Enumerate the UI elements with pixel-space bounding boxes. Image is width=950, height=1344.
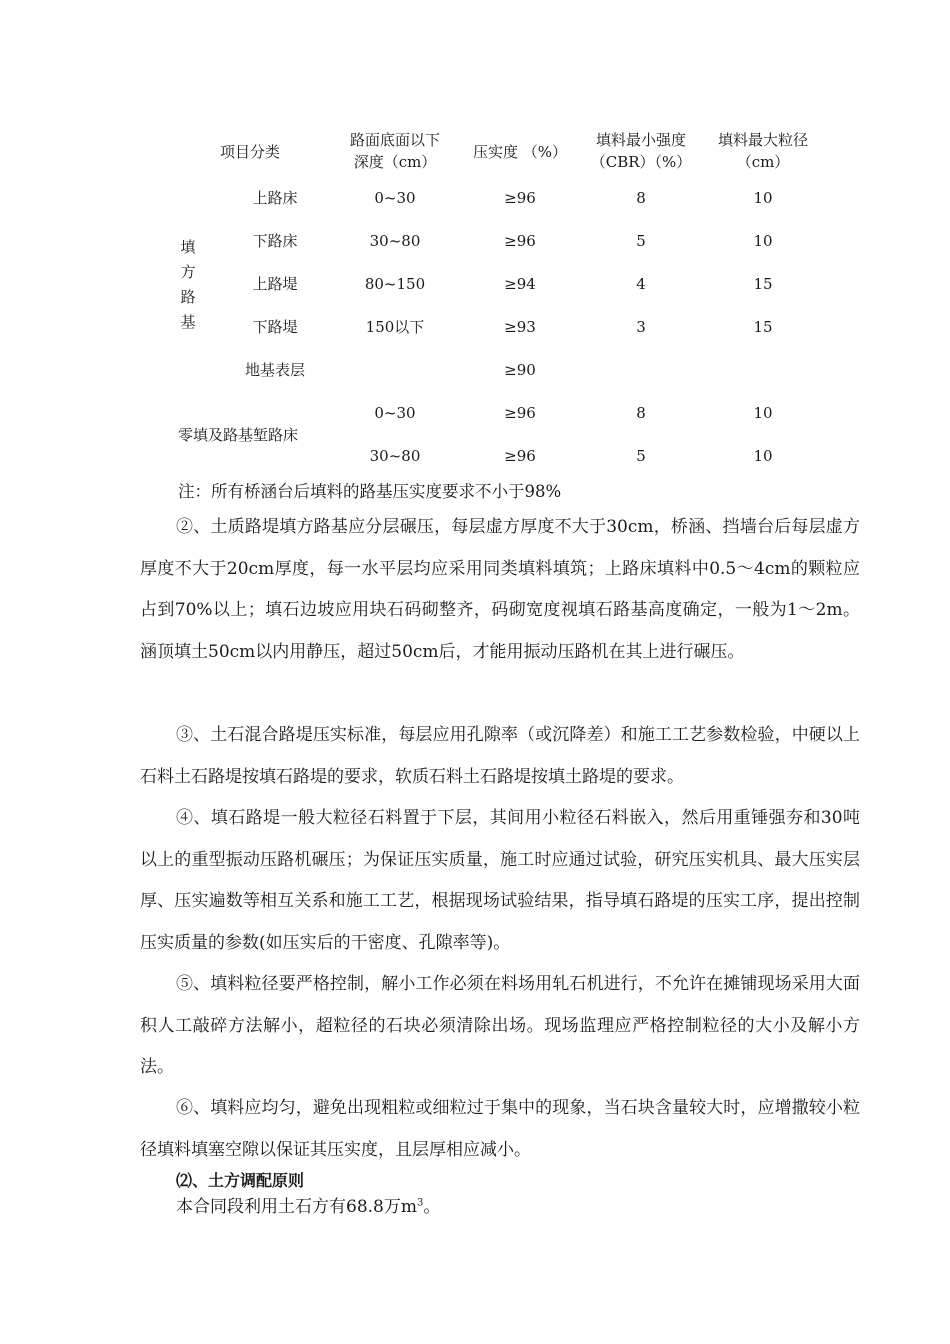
table-row-compaction: ≥96 — [504, 232, 536, 250]
table-row-size: 10 — [753, 447, 773, 465]
table-row-compaction: ≥93 — [504, 318, 536, 336]
header-size-line1: 填料最大粒径 — [717, 131, 808, 149]
table-row-depth: 0~30 — [374, 404, 416, 422]
table-row-cbr: 3 — [636, 318, 646, 336]
header-size-line2: （cm） — [736, 153, 790, 171]
table-row-cbr: 4 — [636, 275, 646, 293]
table-row-cbr: 5 — [636, 232, 646, 250]
table-row-name: 上路床 — [252, 189, 298, 207]
header-depth-line2: 深度（cm） — [353, 153, 437, 171]
table-row-size: 10 — [753, 189, 773, 207]
table-row-depth: 30~80 — [369, 447, 421, 465]
table-row-compaction: ≥94 — [504, 275, 536, 293]
group-label-fill: 填 方 路 基 — [180, 238, 196, 331]
header-category: 项目分类 — [219, 143, 280, 161]
table-row-name: 下路床 — [252, 232, 298, 250]
header-strength-line1: 填料最小强度 — [595, 131, 686, 149]
paragraph-2: ②、土质路堤填方路基应分层碾压，每层虚方厚度不大于30cm，桥涵、挡墙台后每层虚方厚度不大于20cm厚度，每一水平层均应采用同类填料填筑；上路床填料中0.5～4cm的颗粒应占到70%以上；填石边坡应用块石码砌整齐，码砌宽度视填石路基高度确定，一般为1～2m。涵顶填土50cm以内用静压，超过50cm后，才能用振动压路机在其上进行碾压。 — [140, 517, 860, 662]
group-label-zero: 零填及路基堑路床 — [178, 426, 299, 444]
header-compaction: 压实度 （%） — [472, 143, 568, 161]
table-row-depth: 0~30 — [374, 189, 416, 207]
header-strength-line2: （CBR）（%） — [590, 153, 692, 171]
paragraph-6: ⑥、填料应均匀，避免出现粗粒或细粒过于集中的现象，当石块含量较大时，应增撒较小粒径填料填塞空隙以保证其压实度，且层厚相应减小。 — [140, 1098, 860, 1160]
table-row-compaction: ≥96 — [504, 447, 536, 465]
paragraph-4: ④、填石路堤一般大粒径石料置于下层，其间用小粒径石料嵌入，然后用重锤强夯和30吨以上的重型振动压路机碾压；为保证压实质量，施工时应通过试验，研究压实机具、最大压实层厚、压实遍数等相互关系和施工工艺，根据现场试验结果，指导填石路堤的压实工序，提出控制压实质量的参数(如压实后的干密度、孔隙率等)。 — [140, 808, 860, 953]
table-row-size: 15 — [753, 318, 773, 336]
table-row-name: 地基表层 — [244, 361, 305, 379]
table-row-cbr: 8 — [636, 404, 646, 422]
body-text: 本合同段利用土石方有68.8万$m^3$。 — [176, 1197, 441, 1217]
table-row-compaction: ≥96 — [504, 404, 536, 422]
table-row-size: 10 — [753, 404, 773, 422]
table-row-name: 下路堤 — [252, 318, 298, 336]
table-row-compaction: ≥90 — [504, 361, 536, 379]
table-note: 注：所有桥涵台后填料的路基压实度要求不小于98% — [178, 482, 562, 501]
paragraph-5: ⑤、填料粒径要严格控制，解小工作必须在料场用轧石机进行，不允许在摊铺现场采用大面积人工敲碎方法解小，超粒径的石块必须清除出场。现场监理应严格控制粒径的大小及解小方法。 — [140, 974, 860, 1077]
section-heading: ⑵、土方调配原则 — [176, 1171, 305, 1190]
table-row-depth: 80~150 — [364, 275, 426, 293]
table-row-depth: 30~80 — [369, 232, 421, 250]
table-row-cbr: 8 — [636, 189, 646, 207]
table-row-size: 10 — [753, 232, 773, 250]
paragraph-3: ③、土石混合路堤压实标准，每层应用孔隙率（或沉降差）和施工工艺参数检验，中硬以上石料土石路堤按填石路堤的要求，软质石料土石路堤按填土路堤的要求。 — [140, 725, 860, 787]
table-row-depth: 150以下 — [365, 318, 425, 336]
table-row-cbr: 5 — [636, 447, 646, 465]
table-row-compaction: ≥96 — [504, 189, 536, 207]
table-row-name: 上路堤 — [252, 275, 298, 293]
table-row-size: 15 — [753, 275, 773, 293]
header-depth-line1: 路面底面以下 — [349, 131, 440, 149]
